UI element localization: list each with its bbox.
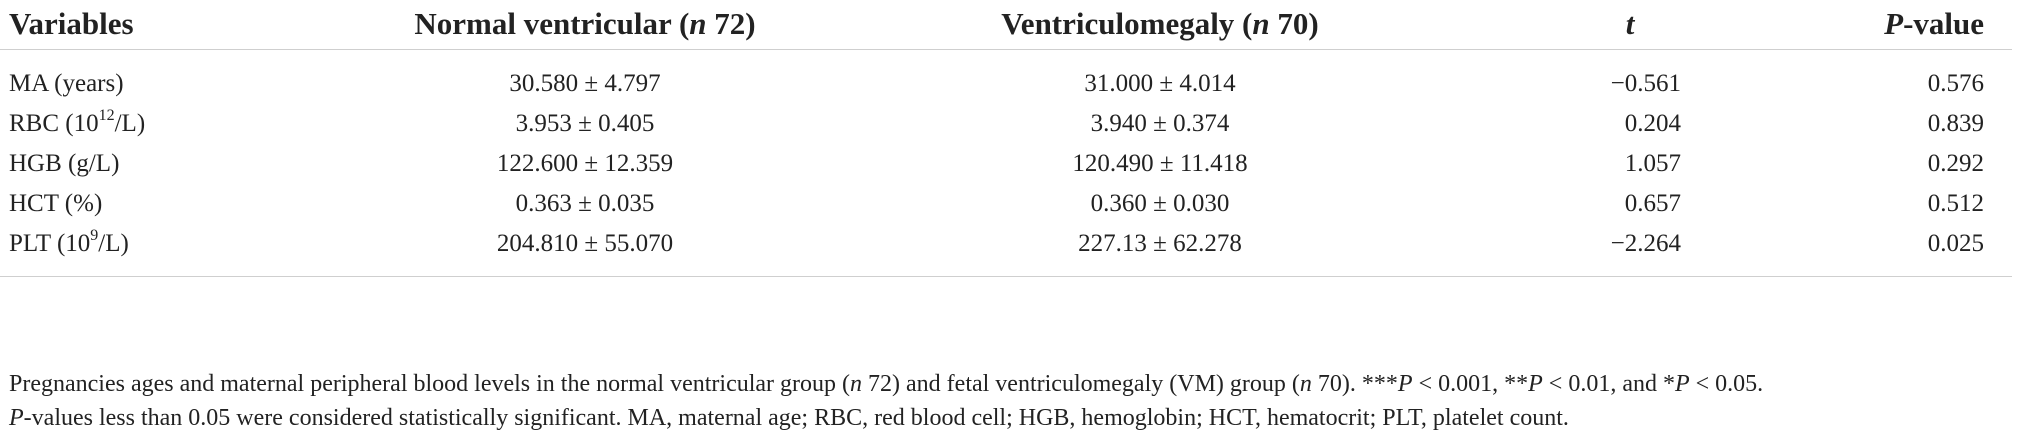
caption-line-1: Pregnancies ages and maternal peripheral blood levels in the normal ventricular group (n 72) and fetal ventriculomegaly (VM) group (n 70). ***P < 0.001, **P < 0.01, and *P < 0.05.: [9, 371, 1764, 397]
header-t: t: [1625, 6, 1635, 41]
header-variables: Variables: [9, 6, 134, 41]
vm-value: 227.13 ± 62.278: [1078, 230, 1242, 257]
normal-value: 3.953 ± 0.405: [515, 110, 655, 137]
t-value: 0.204: [1624, 110, 1681, 137]
p-value: 0.025: [1927, 230, 1984, 257]
normal-value: 122.600 ± 12.359: [496, 150, 674, 177]
row-label: HCT (%): [9, 190, 103, 217]
header-rule: [0, 49, 2012, 50]
vm-value: 0.360 ± 0.030: [1090, 190, 1230, 217]
normal-value: 204.810 ± 55.070: [496, 230, 674, 257]
table-caption: [9, 367, 1999, 435]
p-value: 0.839: [1927, 110, 1984, 137]
table-bottom-rule: [0, 276, 2012, 277]
p-value: 0.512: [1927, 190, 1984, 217]
normal-value: 30.580 ± 4.797: [509, 70, 661, 97]
vm-value: 31.000 ± 4.014: [1084, 70, 1236, 97]
header-p-value: P-value: [1884, 6, 1984, 41]
p-value: 0.576: [1927, 70, 1984, 97]
header-normal-ventricular: Normal ventricular (n 72): [414, 6, 756, 41]
t-value: −2.264: [1610, 230, 1681, 257]
t-value: −0.561: [1610, 70, 1681, 97]
vm-value: 3.940 ± 0.374: [1090, 110, 1230, 137]
t-value: 1.057: [1624, 150, 1681, 177]
normal-value: 0.363 ± 0.035: [515, 190, 655, 217]
row-label: RBC $(10^{12}/L)$: [9, 107, 146, 137]
vm-value: 120.490 ± 11.418: [1072, 150, 1248, 177]
t-value: 0.657: [1624, 190, 1681, 217]
row-label: HGB (g/L): [9, 150, 120, 177]
caption-line-2: P-values less than 0.05 were considered statistically significant. MA, maternal age; RBC, red blood cell; HGB, hemoglobin; HCT, hematocrit; PLT, platelet count.: [9, 405, 1569, 431]
header-ventriculomegaly: Ventriculomegaly (n 70): [1001, 6, 1319, 41]
row-label: MA (years): [9, 70, 124, 97]
row-label: PLT $(10^9/L)$: [9, 227, 129, 257]
p-value: 0.292: [1927, 150, 1984, 177]
